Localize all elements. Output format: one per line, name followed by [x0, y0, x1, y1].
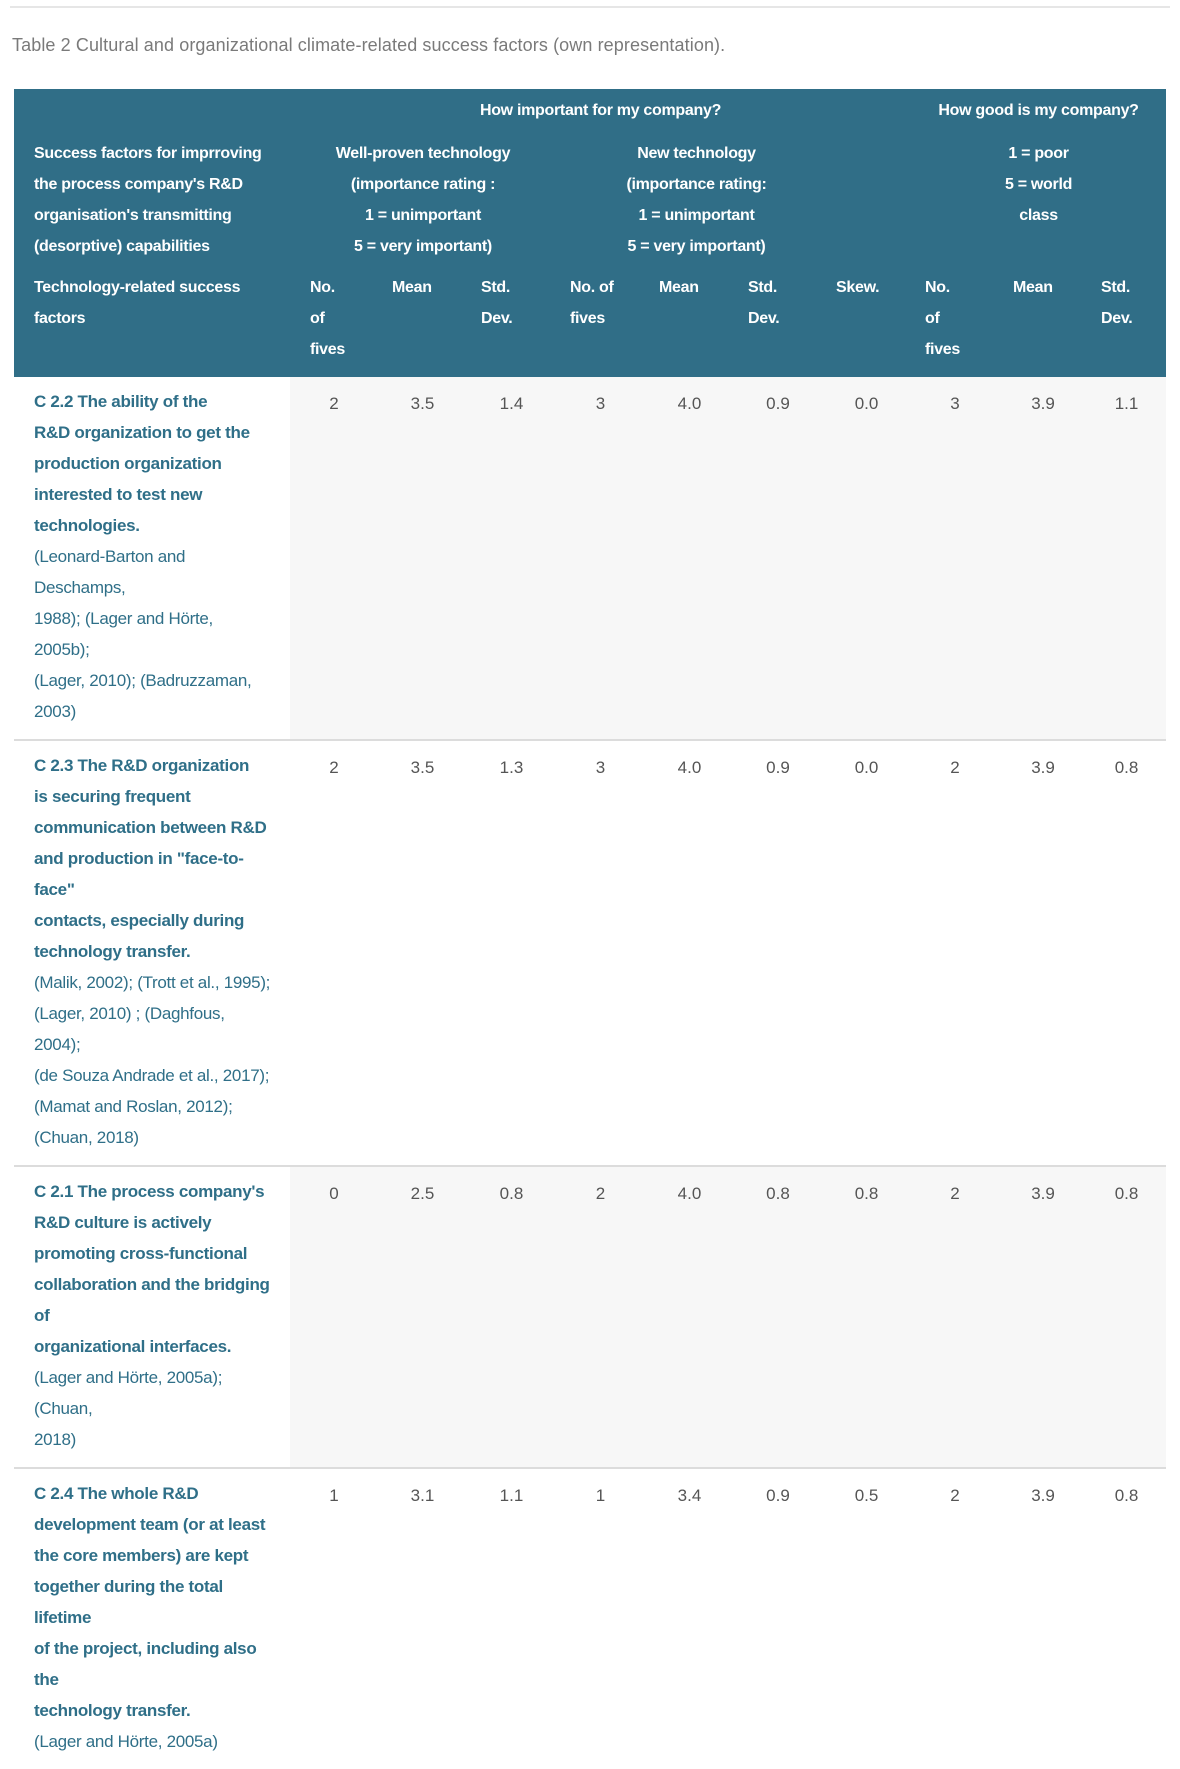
cell-wp-fives: 2 [290, 740, 378, 1166]
factor-title-line: technology transfer. [34, 1701, 191, 1720]
cell-wp-sd: 1.3 [467, 740, 556, 1166]
table-body [14, 377, 1166, 1769]
cell-g-sd: 0.8 [1087, 1166, 1166, 1468]
cell-g-fives: 3 [911, 377, 999, 740]
cell-wp-sd: 0.8 [467, 1166, 556, 1468]
cell-wp-fives: 2 [290, 377, 378, 740]
cell-g-fives: 2 [911, 1166, 999, 1468]
cell-wp-sd: 1.1 [499, 1486, 524, 1505]
col-nt-mean: Mean [659, 279, 699, 296]
col-wp-fives: No. of fives [310, 279, 345, 358]
factor-title-line: of the project, including also the [34, 1639, 257, 1689]
cell-g-fives: 2 [911, 740, 999, 1166]
factor-reference-line: (Leonard-Barton and Deschamps, [34, 547, 186, 597]
cell-nt-mean: 3.4 [677, 1486, 702, 1505]
factor-title-line: production organization [34, 454, 222, 473]
factor-title-line: organizational interfaces. [34, 1337, 232, 1356]
well-proven-description: Well-proven technology (importance rating : 1 = unimportant 5 = very important) [335, 145, 511, 255]
success-factor-cell [14, 1468, 290, 1769]
factor-reference-line: (Malik, 2002); (Trott et al., 1995); [34, 973, 271, 992]
factor-title-line: R&D culture is actively [34, 1213, 212, 1232]
success-factors-table [14, 89, 1166, 1769]
technology-factors-label: Technology-related success factors [34, 279, 241, 327]
cell-nt-sd: 0.9 [734, 740, 822, 1166]
cell-nt-sd: 0.9 [766, 1486, 790, 1505]
cell-g-sd: 0.8 [1114, 1486, 1139, 1505]
cell-nt-fives: 3 [556, 377, 645, 740]
header-description-row [14, 138, 1166, 272]
col-nt-skew: Skew. [836, 279, 880, 296]
new-technology-description: New technology (importance rating: 1 = unimportant 5 = very important) [626, 145, 767, 255]
col-wp-mean: Mean [392, 279, 432, 296]
factor-title-line: communication between R&D [34, 818, 267, 837]
cell-wp-fives: 1 [329, 1486, 339, 1505]
factor-reference-line: (Chuan, 2018) [34, 1128, 139, 1147]
table-row [14, 1468, 1166, 1769]
factor-reference-line: (Mamat and Roslan, 2012); [34, 1097, 233, 1116]
factor-title-line: together during the total lifetime [34, 1577, 223, 1627]
cell-g-mean: 3.9 [1031, 1486, 1055, 1505]
cell-g-sd: 1.1 [1087, 377, 1166, 740]
cell-g-fives: 2 [950, 1486, 960, 1505]
cell-g-mean: 3.9 [999, 740, 1087, 1166]
col-g-fives: No. of fives [925, 279, 960, 358]
table-row [14, 740, 1166, 1166]
factor-title-line: collaboration and the bridging of [34, 1275, 270, 1325]
factor-title-line: is securing frequent [34, 787, 191, 806]
cell-wp-mean: 2.5 [378, 1166, 467, 1468]
factor-title-line: C 2.4 The whole R&D [34, 1484, 199, 1503]
factor-reference-line: (Lager, 2010); (Badruzzaman, [34, 671, 252, 690]
cell-nt-mean: 4.0 [645, 1166, 734, 1468]
col-nt-sd: Std. Dev. [748, 279, 780, 327]
table-row [14, 1166, 1166, 1468]
cell-nt-skew: 0.0 [822, 377, 911, 740]
cell-wp-mean: 3.5 [378, 377, 467, 740]
header-group-row [14, 89, 1166, 138]
cell-wp-sd: 1.4 [467, 377, 556, 740]
factor-reference-line: (Lager and Hörte, 2005a) [34, 1732, 218, 1751]
cell-nt-mean: 4.0 [645, 740, 734, 1166]
cell-nt-skew: 0.8 [822, 1166, 911, 1468]
col-g-mean: Mean [1013, 279, 1053, 296]
cell-nt-fives: 2 [556, 1166, 645, 1468]
table-caption: Table 2 Cultural and organizational climate-related success factors (own representation). [12, 35, 726, 55]
group-header-good: How good is my company? [938, 102, 1139, 119]
factor-title-line: C 2.1 The process company's [34, 1182, 265, 1201]
cell-nt-fives: 1 [595, 1486, 606, 1505]
success-factor-cell [14, 377, 290, 740]
factor-title-line: development team (or at least [34, 1515, 266, 1534]
factor-title-line: technology transfer. [34, 942, 191, 961]
cell-nt-mean: 4.0 [645, 377, 734, 740]
top-divider [10, 6, 1170, 8]
cell-wp-fives: 0 [290, 1166, 378, 1468]
success-factor-cell [14, 1166, 290, 1468]
cell-g-mean: 3.9 [999, 377, 1087, 740]
factor-title-line: R&D organization to get the [34, 423, 250, 442]
cell-wp-mean: 3.5 [378, 740, 467, 1166]
factor-title-line: C 2.3 The R&D organization [34, 756, 250, 775]
cell-nt-sd: 0.9 [734, 377, 822, 740]
factor-reference-line: (Lager and Hörte, 2005a); (Chuan, [34, 1368, 223, 1418]
factor-reference-line: 1988); (Lager and Hörte, 2005b); [34, 609, 213, 659]
factor-title-line: contacts, especially during [34, 911, 245, 930]
cell-nt-skew: 0.0 [822, 740, 911, 1166]
cell-nt-sd: 0.8 [734, 1166, 822, 1468]
group-header-importance: How important for my company? [479, 102, 722, 119]
cell-g-mean: 3.9 [999, 1166, 1087, 1468]
factor-title-line: and production in "face-to-face" [34, 849, 244, 899]
col-g-sd: Std. Dev. [1101, 279, 1133, 327]
cell-nt-fives: 3 [556, 740, 645, 1166]
factor-title-line: promoting cross-functional [34, 1244, 248, 1263]
factor-reference-line: (de Souza Andrade et al., 2017); [34, 1066, 270, 1085]
cell-g-sd: 0.8 [1087, 740, 1166, 1166]
success-factor-cell [14, 740, 290, 1166]
factor-reference-line: 2003) [34, 702, 76, 721]
success-factors-label: Success factors for imprroving the process company's R&D organisation's transmitting (desorptive) capabilities [34, 145, 262, 255]
factor-title-line: interested to test new [34, 485, 203, 504]
factor-title-line: the core members) are kept [34, 1546, 249, 1565]
table-row [14, 377, 1166, 740]
factor-reference-line: (Lager, 2010) ; (Daghfous, 2004); [34, 1004, 225, 1054]
cell-wp-mean: 3.1 [410, 1486, 435, 1505]
header-blank-cell [14, 89, 290, 138]
factor-reference-line: 2018) [34, 1430, 76, 1449]
factor-title-line: technologies. [34, 516, 140, 535]
factor-title-line: C 2.2 The ability of the [34, 392, 208, 411]
col-nt-fives: No. of fives [570, 279, 614, 327]
rating-description: 1 = poor 5 = world class [1004, 145, 1073, 224]
header-column-row [14, 272, 1166, 377]
cell-nt-skew: 0.5 [854, 1486, 879, 1505]
col-wp-sd: Std. Dev. [481, 279, 513, 327]
